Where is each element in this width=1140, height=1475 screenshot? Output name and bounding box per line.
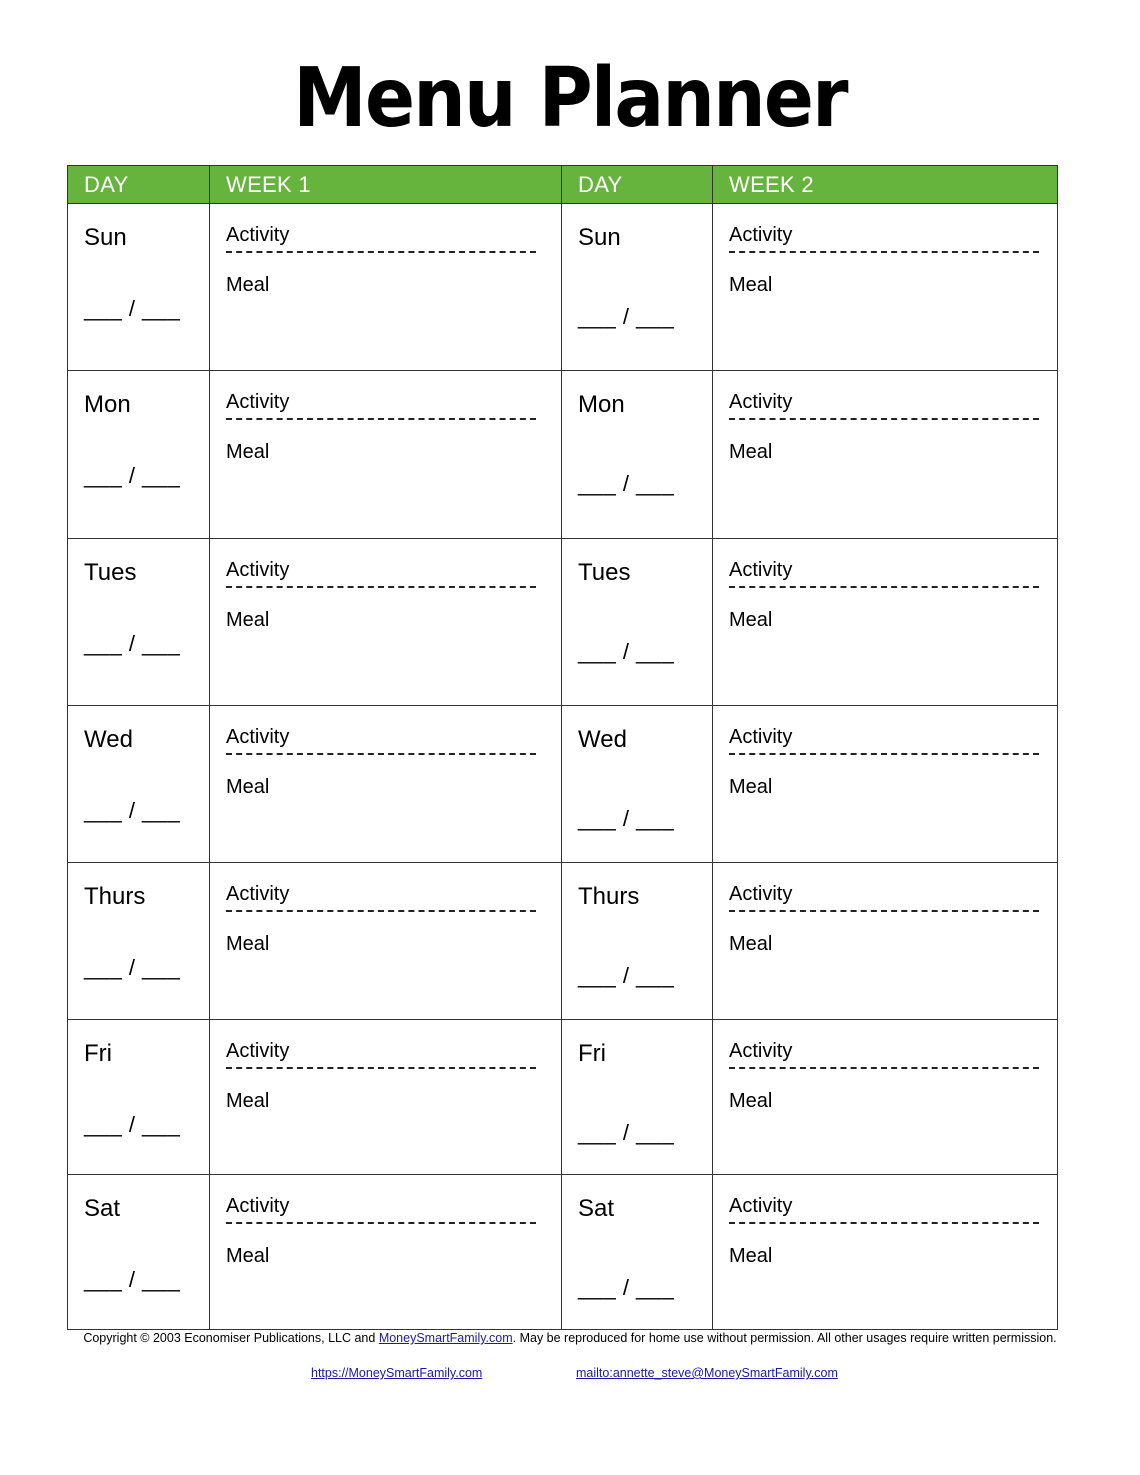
meal-label: Meal (729, 274, 773, 296)
mail-link[interactable]: mailto:annette_steve@MoneySmartFamily.com (576, 1366, 838, 1380)
day-name: Tues (578, 559, 631, 586)
week2-cell[interactable] (713, 204, 1058, 371)
day-cell-week1 (68, 539, 210, 706)
day-cell-week2 (562, 539, 713, 706)
day-name: Tues (84, 559, 137, 586)
day-row (68, 539, 1058, 706)
date-blank[interactable]: ___ / ___ (578, 471, 675, 496)
activity-label: Activity (729, 224, 793, 246)
date-blank[interactable]: ___ / ___ (84, 955, 181, 980)
copyright-site-link[interactable]: MoneySmartFamily.com (378, 1331, 513, 1345)
day-row (68, 204, 1058, 371)
day-cell-week1 (68, 204, 210, 371)
dashed-divider (729, 418, 1039, 420)
date-blank[interactable]: ___ / ___ (84, 463, 181, 488)
day-row (68, 1020, 1058, 1175)
date-blank[interactable]: ___ / ___ (578, 1120, 675, 1145)
day-row (68, 706, 1058, 863)
activity-label: Activity (729, 883, 793, 905)
week1-cell[interactable] (210, 1175, 562, 1330)
meal-label: Meal (729, 609, 773, 631)
date-blank[interactable]: ___ / ___ (84, 1267, 181, 1292)
meal-label: Meal (729, 933, 773, 955)
day-cell-week2 (562, 706, 713, 863)
dashed-divider (729, 1222, 1039, 1224)
page-title: Menu Planner (293, 51, 847, 146)
activity-label: Activity (729, 559, 793, 581)
activity-label: Activity (226, 559, 290, 581)
week1-cell[interactable] (210, 371, 562, 539)
day-name: Sun (578, 224, 621, 251)
activity-label: Activity (226, 391, 290, 413)
date-blank[interactable]: ___ / ___ (84, 1112, 181, 1137)
meal-label: Meal (226, 274, 270, 296)
week2-cell[interactable] (713, 863, 1058, 1020)
day-name: Wed (578, 726, 627, 753)
day-name: Sat (578, 1195, 615, 1222)
activity-label: Activity (226, 883, 290, 905)
day-cell-week2 (562, 204, 713, 371)
day-row (68, 371, 1058, 539)
activity-label: Activity (226, 224, 290, 246)
meal-label: Meal (226, 1090, 270, 1112)
meal-label: Meal (729, 441, 773, 463)
copyright-notice (0, 1331, 1140, 1345)
day-name: Fri (578, 1040, 606, 1067)
header-day-week1: DAY (68, 166, 210, 204)
activity-label: Activity (729, 1195, 793, 1217)
site-link[interactable]: https://MoneySmartFamily.com (311, 1366, 483, 1380)
day-name: Sat (84, 1195, 121, 1222)
day-name: Sun (84, 224, 127, 251)
copyright-text-end: . May be reproduced for home use without permission. All other usages require written permission. (512, 1331, 1057, 1345)
date-blank[interactable]: ___ / ___ (578, 639, 675, 664)
header-day-week2: DAY (562, 166, 713, 204)
day-name: Thurs (84, 883, 146, 910)
dashed-divider (729, 910, 1039, 912)
meal-label: Meal (729, 1245, 773, 1267)
dashed-divider (729, 251, 1039, 253)
date-blank[interactable]: ___ / ___ (84, 296, 181, 321)
day-row (68, 1175, 1058, 1330)
activity-label: Activity (729, 391, 793, 413)
meal-label: Meal (226, 609, 270, 631)
activity-label: Activity (226, 1195, 290, 1217)
dashed-divider (226, 910, 536, 912)
activity-label: Activity (226, 1040, 290, 1062)
week2-cell[interactable] (713, 1175, 1058, 1330)
day-name: Mon (578, 391, 625, 418)
dashed-divider (226, 753, 536, 755)
dashed-divider (729, 1067, 1039, 1069)
day-cell-week1 (68, 371, 210, 539)
activity-label: Activity (226, 726, 290, 748)
day-cell-week1 (68, 706, 210, 863)
week2-cell[interactable] (713, 706, 1058, 863)
header-week2: WEEK 2 (713, 166, 1058, 204)
day-cell-week1 (68, 1175, 210, 1330)
day-row (68, 863, 1058, 1020)
date-blank[interactable]: ___ / ___ (578, 1275, 675, 1300)
week2-cell[interactable] (713, 371, 1058, 539)
header-row (68, 166, 1058, 204)
day-cell-week2 (562, 1175, 713, 1330)
meal-label: Meal (729, 1090, 773, 1112)
dashed-divider (729, 586, 1039, 588)
meal-label: Meal (226, 1245, 270, 1267)
day-name: Mon (84, 391, 131, 418)
dashed-divider (226, 251, 536, 253)
dashed-divider (226, 1067, 536, 1069)
week1-cell[interactable] (210, 706, 562, 863)
meal-label: Meal (729, 776, 773, 798)
date-blank[interactable]: ___ / ___ (84, 798, 181, 823)
week2-cell[interactable] (713, 1020, 1058, 1175)
week1-cell[interactable] (210, 539, 562, 706)
day-name: Wed (84, 726, 133, 753)
dashed-divider (226, 1222, 536, 1224)
meal-label: Meal (226, 776, 270, 798)
week1-cell[interactable] (210, 1020, 562, 1175)
date-blank[interactable]: ___ / ___ (578, 963, 675, 988)
week1-cell[interactable] (210, 204, 562, 371)
date-blank[interactable]: ___ / ___ (578, 304, 675, 329)
date-blank[interactable]: ___ / ___ (84, 631, 181, 656)
day-cell-week1 (68, 1020, 210, 1175)
copyright-text: Copyright © 2003 Economiser Publications, LLC and (83, 1331, 379, 1345)
day-cell-week1 (68, 863, 210, 1020)
activity-label: Activity (729, 726, 793, 748)
dashed-divider (729, 753, 1039, 755)
meal-label: Meal (226, 933, 270, 955)
day-cell-week2 (562, 863, 713, 1020)
meal-label: Meal (226, 441, 270, 463)
dashed-divider (226, 586, 536, 588)
day-name: Thurs (578, 883, 640, 910)
header-week1: WEEK 1 (210, 166, 562, 204)
dashed-divider (226, 418, 536, 420)
day-cell-week2 (562, 1020, 713, 1175)
menu-planner-table (67, 165, 1058, 1330)
week1-cell[interactable] (210, 863, 562, 1020)
day-name: Fri (84, 1040, 112, 1067)
day-cell-week2 (562, 371, 713, 539)
date-blank[interactable]: ___ / ___ (578, 806, 675, 831)
activity-label: Activity (729, 1040, 793, 1062)
week2-cell[interactable] (713, 539, 1058, 706)
